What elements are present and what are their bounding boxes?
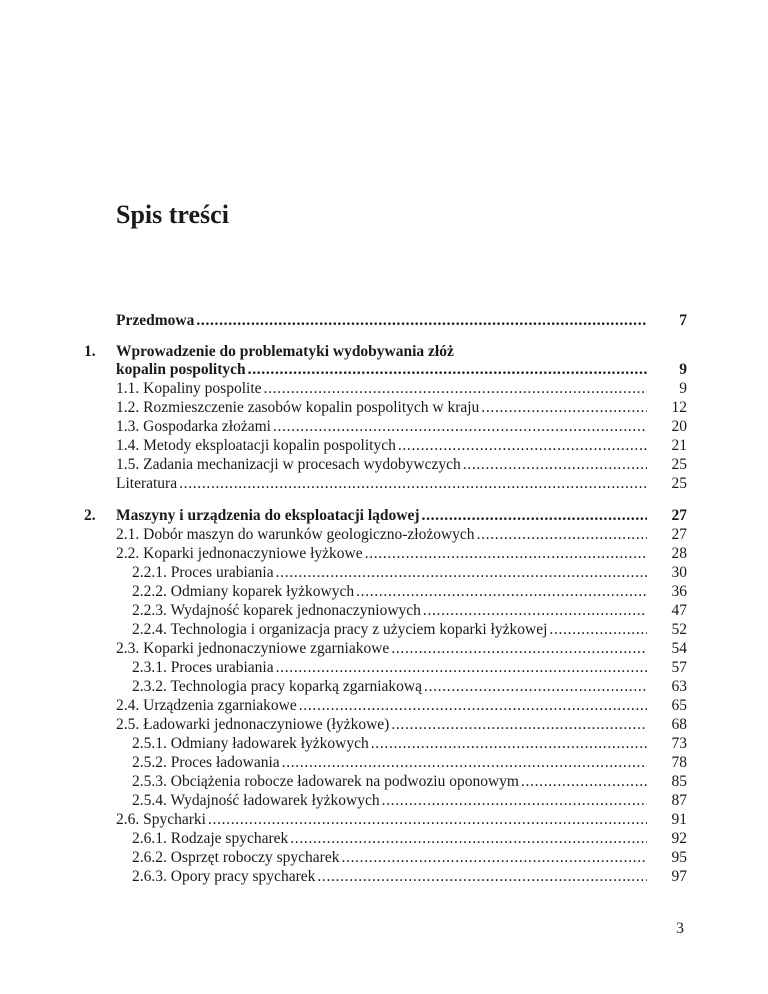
- toc-entry-page: 21: [671, 437, 687, 454]
- toc-entry-2-3-1[interactable]: [116, 658, 687, 678]
- toc-entry-label: 2.6.2. Osprzęt roboczy spycharek: [132, 849, 340, 866]
- chapter-number: 2.: [84, 507, 96, 524]
- toc-entry-1-5[interactable]: [116, 455, 687, 475]
- toc-entry-page: 78: [671, 754, 687, 771]
- toc-entry-page: 12: [671, 399, 687, 416]
- toc-entry-page: 47: [671, 602, 687, 619]
- toc-entry-label: Maszyny i urządzenia do eksploatacji lądowej: [116, 507, 420, 524]
- toc-entry-2-3[interactable]: [116, 639, 687, 659]
- toc-entry-label: 2.6. Spycharki: [116, 811, 206, 828]
- toc-entry-label: kopalin pospolitych: [116, 361, 246, 378]
- toc-entry-2-5[interactable]: [116, 715, 687, 735]
- toc-entry-page: 65: [671, 697, 687, 714]
- toc-entry-label: 2.6.3. Opory pracy spycharek: [132, 868, 316, 885]
- toc-entry-label: 2.2.3. Wydajność koparek jednonaczyniowych: [132, 602, 421, 619]
- toc-entry-label: 2.3.2. Technologia pracy koparką zgarniakową: [132, 678, 423, 695]
- toc-entry-label: 2.2. Koparki jednonaczyniowe łyżkowe: [116, 545, 363, 562]
- toc-entry-2-3-2[interactable]: [116, 677, 687, 697]
- toc-entry-2-4[interactable]: [116, 696, 687, 716]
- toc-entry-page: 85: [671, 773, 687, 790]
- toc-entry-label: 1.4. Metody eksploatacji kopalin pospolitych: [116, 437, 396, 454]
- toc-entry-label: Literatura: [116, 475, 178, 492]
- toc-entry-page: 9: [679, 361, 687, 378]
- toc-entry-page: 30: [671, 564, 687, 581]
- toc-entry-label: 2.5. Ładowarki jednonaczyniowe (łyżkowe): [116, 716, 390, 733]
- toc-entry-page: 28: [671, 545, 687, 562]
- toc-entry-page: 68: [671, 716, 687, 733]
- toc-entry-2-6-3[interactable]: [116, 867, 687, 887]
- toc-entry-page: 87: [671, 792, 687, 809]
- toc-entry-2-6-1[interactable]: [116, 829, 687, 849]
- toc-entry-label: 2.5.4. Wydajność ładowarek łyżkowych: [132, 792, 380, 809]
- toc-entry-label: 1.1. Kopaliny pospolite: [116, 380, 262, 397]
- toc-entry-label: 2.5.3. Obciążenia robocze ładowarek na podwoziu oponowym: [132, 773, 519, 790]
- toc-entry-label: 2.5.1. Odmiany ładowarek łyżkowych: [132, 735, 369, 752]
- toc-entry-2-6[interactable]: [116, 810, 687, 830]
- toc-entry-page: 73: [671, 735, 687, 752]
- chapter-title-line: Wprowadzenie do problematyki wydobywania złóż: [116, 343, 454, 360]
- toc-entry-page: 52: [671, 621, 687, 638]
- toc-entry-1-4[interactable]: [116, 436, 687, 456]
- toc-entry-label: 2.2.1. Proces urabiania: [132, 564, 274, 581]
- toc-entry-page: 57: [671, 659, 687, 676]
- toc-entry-2-6-2[interactable]: [116, 848, 687, 868]
- toc-entry-2-2-1[interactable]: [116, 563, 687, 583]
- toc-entry-label: 2.3.1. Proces urabiania: [132, 659, 274, 676]
- toc-entry-1-2[interactable]: [116, 398, 687, 418]
- toc-entry-page: 27: [671, 526, 687, 543]
- toc-entry-literatura[interactable]: [116, 474, 687, 494]
- toc-entry-chapter-1[interactable]: [116, 360, 687, 380]
- toc-entry-label: 2.2.4. Technologia i organizacja pracy z użyciem koparki łyżkowej: [132, 621, 548, 638]
- toc-entry-page: 91: [671, 811, 687, 828]
- toc-entry-label: 1.3. Gospodarka złożami: [116, 418, 271, 435]
- toc-entry-2-1[interactable]: [116, 525, 687, 545]
- toc-entry-2-5-3[interactable]: [116, 772, 687, 792]
- toc-entry-2-5-4[interactable]: [116, 791, 687, 811]
- toc-entry-page: 9: [679, 380, 687, 397]
- page-number: 3: [676, 920, 684, 937]
- toc-entry-preface[interactable]: [116, 311, 687, 331]
- page-title: Spis treści: [116, 200, 229, 229]
- toc-entry-chapter-2[interactable]: [116, 506, 687, 526]
- toc-entry-label: 2.5.2. Proces ładowania: [132, 754, 280, 771]
- toc-entry-page: 95: [671, 849, 687, 866]
- toc-entry-page: 97: [671, 868, 687, 885]
- toc-entry-page: 54: [671, 640, 687, 657]
- toc-entry-label: 2.6.1. Rodzaje spycharek: [132, 830, 289, 847]
- toc-entry-label: 1.2. Rozmieszczenie zasobów kopalin pospolitych w kraju: [116, 399, 480, 416]
- toc-entry-page: 92: [671, 830, 687, 847]
- toc-entry-2-5-1[interactable]: [116, 734, 687, 754]
- toc-entry-2-5-2[interactable]: [116, 753, 687, 773]
- toc-entry-1-1[interactable]: [116, 379, 687, 399]
- toc-entry-label: 2.1. Dobór maszyn do warunków geologiczno-złożowych: [116, 526, 475, 543]
- toc-entry-label: 2.2.2. Odmiany koparek łyżkowych: [132, 583, 355, 600]
- chapter-number: 1.: [84, 343, 96, 360]
- toc-entry-page: 63: [671, 678, 687, 695]
- toc-entry-2-2-2[interactable]: [116, 582, 687, 602]
- toc-entry-label: 2.4. Urządzenia zgarniakowe: [116, 697, 297, 714]
- toc-entry-2-2-3[interactable]: [116, 601, 687, 621]
- toc-entry-page: 25: [671, 456, 687, 473]
- toc-entry-2-2-4[interactable]: [116, 620, 687, 640]
- toc-entry-page: 27: [671, 507, 687, 524]
- toc-entry-1-3[interactable]: [116, 417, 687, 437]
- toc-entry-2-2[interactable]: [116, 544, 687, 564]
- toc-entry-page: 36: [671, 583, 687, 600]
- toc-entry-page: 20: [671, 418, 687, 435]
- toc-entry-label: 2.3. Koparki jednonaczyniowe zgarniakowe: [116, 640, 390, 657]
- toc-entry-label: Przedmowa: [116, 312, 195, 329]
- toc-entry-page: 7: [679, 312, 687, 329]
- toc-entry-page: 25: [671, 475, 687, 492]
- toc-entry-label: 1.5. Zadania mechanizacji w procesach wydobywczych: [116, 456, 461, 473]
